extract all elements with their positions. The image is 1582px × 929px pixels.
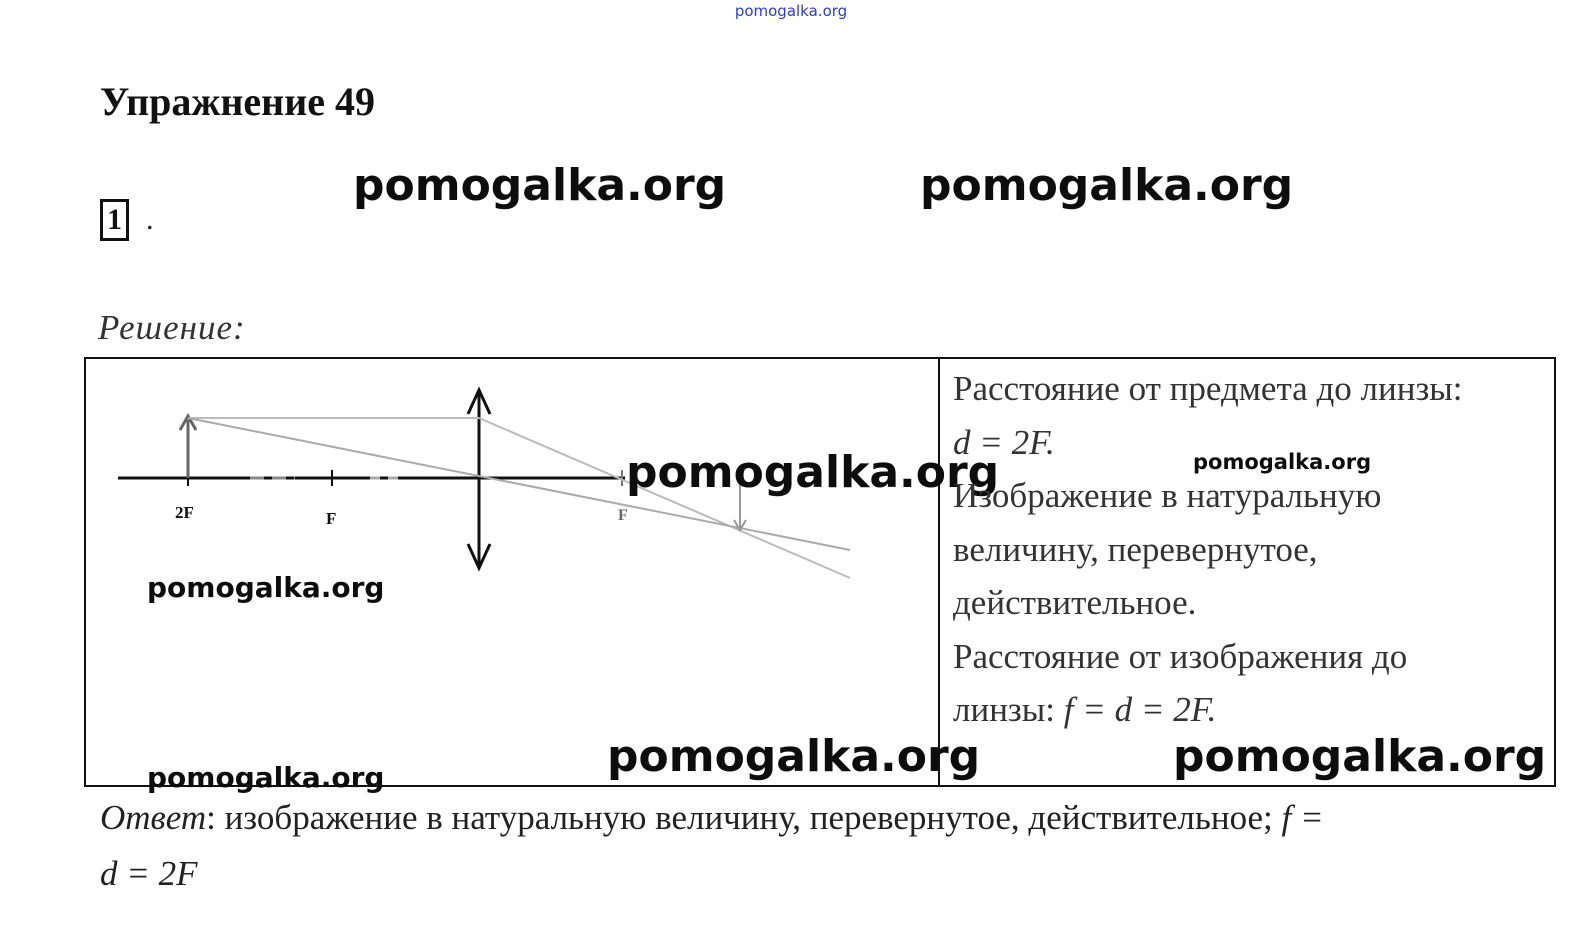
explanation-line-7-prefix: линзы: bbox=[953, 690, 1064, 729]
label-2f: 2F bbox=[175, 503, 194, 522]
table-divider bbox=[938, 357, 940, 787]
watermark-diagram-center: pomogalka.org bbox=[626, 447, 1000, 498]
watermark-top-left: pomogalka.org bbox=[353, 160, 727, 211]
solution-label: Решение: bbox=[98, 308, 246, 347]
watermark-text-column: pomogalka.org bbox=[1193, 450, 1372, 474]
explanation-line-3: Изображение в натуральную bbox=[953, 476, 1382, 515]
watermark-diagram-left: pomogalka.org bbox=[147, 571, 385, 604]
explanation-line-7-math: f = d = 2F. bbox=[1063, 690, 1217, 729]
explanation-line-1: Расстояние от предмета до линзы: bbox=[953, 369, 1463, 408]
answer-math-1: f = bbox=[1281, 798, 1324, 837]
task-number-dot: . bbox=[146, 203, 154, 236]
watermark-bottom-center: pomogalka.org bbox=[607, 731, 981, 782]
answer-line-1 bbox=[100, 790, 1500, 846]
task-number: 1 bbox=[100, 199, 129, 241]
exercise-title: Упражнение 49 bbox=[100, 79, 376, 124]
explanation-line-5: действительное. bbox=[953, 583, 1197, 622]
watermark-bottom-left: pomogalka.org bbox=[147, 761, 385, 794]
answer-text: : изображение в натуральную величину, перевернутое, действительное; bbox=[206, 798, 1282, 837]
explanation-line-7 bbox=[953, 683, 1543, 737]
label-f-left: F bbox=[326, 509, 337, 528]
explanation-column bbox=[953, 362, 1543, 737]
site-link[interactable]: pomogalka.org bbox=[734, 2, 848, 20]
explanation-line-4: величину, перевернутое, bbox=[953, 529, 1318, 569]
answer-math-2: d = 2F bbox=[100, 854, 198, 893]
watermark-top-right: pomogalka.org bbox=[920, 160, 1294, 211]
watermark-bottom-right: pomogalka.org bbox=[1173, 731, 1547, 782]
answer-label: Ответ bbox=[100, 798, 207, 837]
answer bbox=[100, 790, 1500, 902]
explanation-line-6: Расстояние от изображения до bbox=[953, 636, 1408, 676]
explanation-line-2: d = 2F. bbox=[953, 422, 1055, 462]
ray-refracted bbox=[479, 418, 850, 578]
label-f-right: F bbox=[618, 507, 628, 524]
